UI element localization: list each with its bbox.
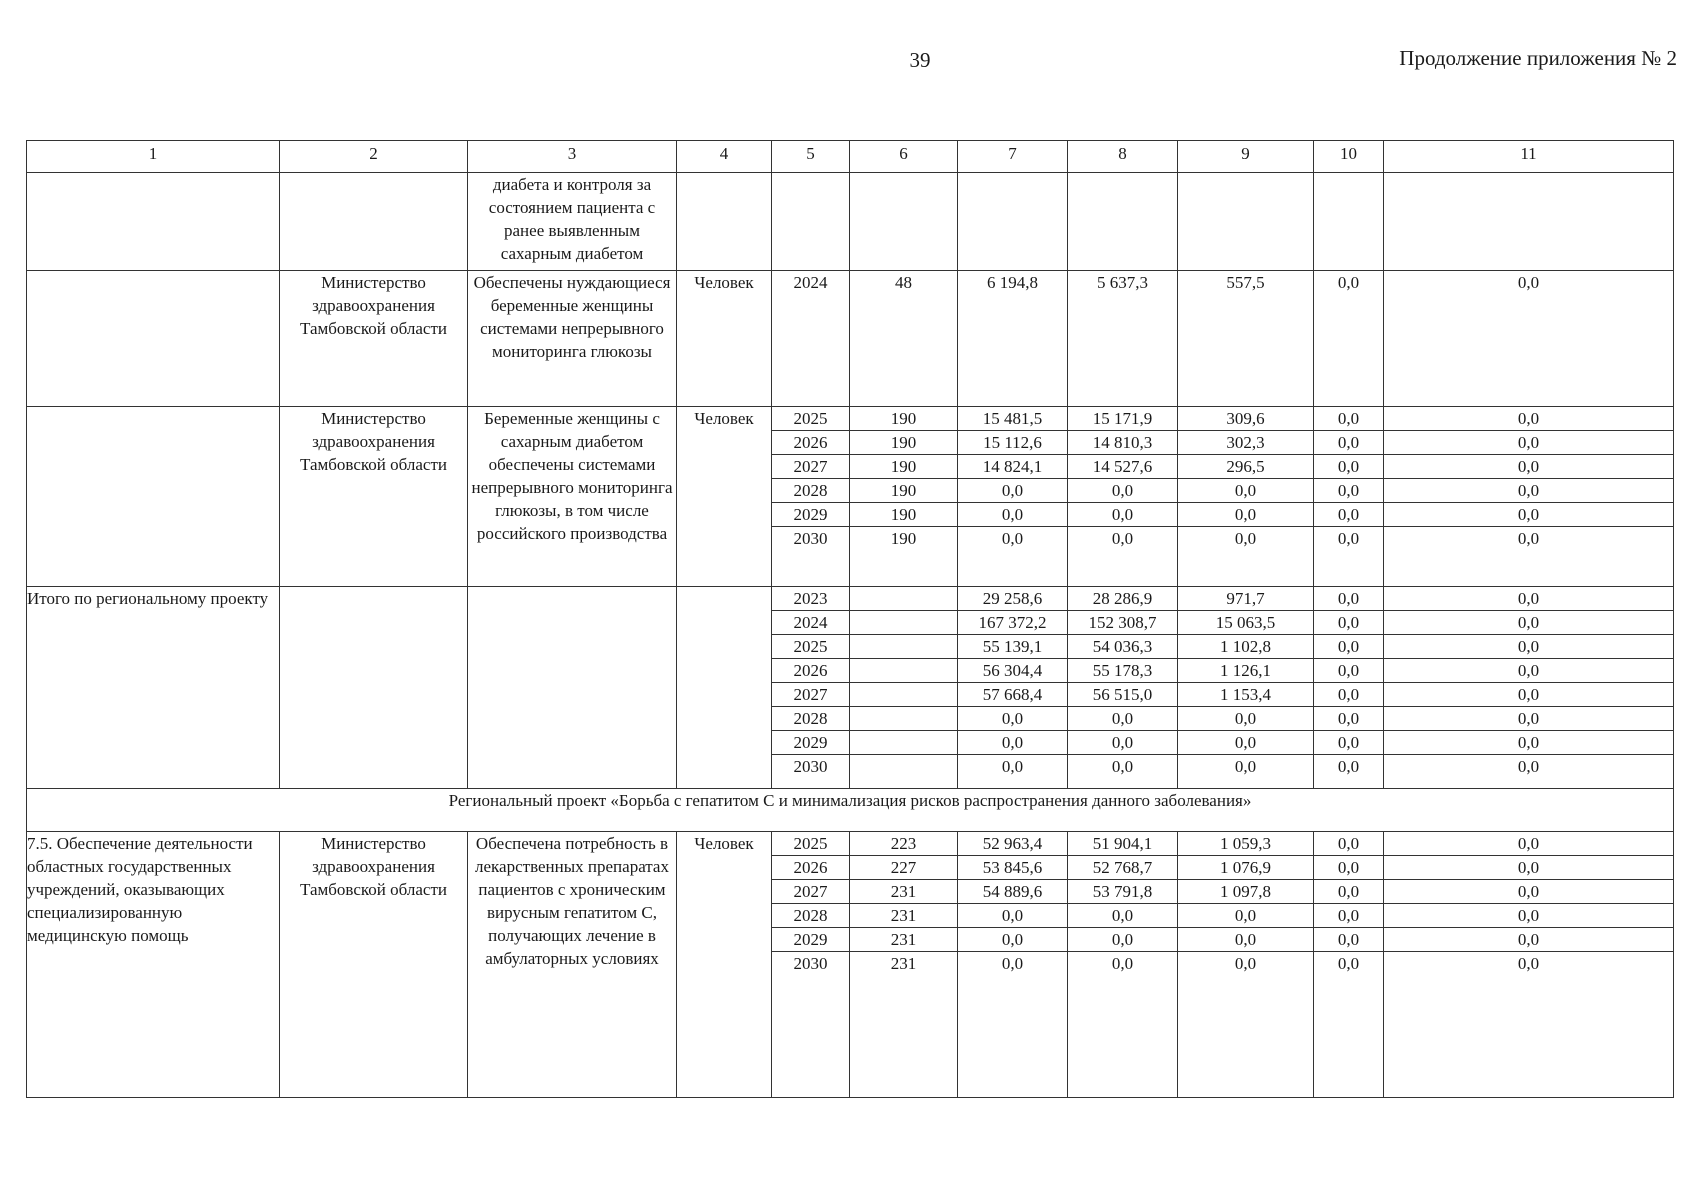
event-name-cell: 7.5. Обеспечение деятельности областных государственных учреждений, оказывающих специализированную медицинскую помощь	[27, 831, 280, 1097]
year-cell: 2025	[772, 635, 849, 659]
other-sources-cell: 0,0	[1384, 832, 1673, 856]
year-cell: 2030	[793, 953, 828, 973]
regional-budget-cell: 0,0	[1178, 903, 1313, 927]
federal-budget-cell: 5 637,3	[1097, 272, 1148, 292]
year-cell: 2024	[772, 611, 849, 635]
federal-budget-cell: 0,0	[1111, 529, 1134, 549]
column-header-9: 9	[1178, 141, 1314, 173]
event-name-cell	[27, 407, 280, 587]
quantity-cell: 190	[850, 503, 957, 527]
year-cell: 2027	[772, 683, 849, 707]
other-sources-cell: 0,0	[1384, 587, 1673, 611]
year-cell: 2028	[772, 707, 849, 731]
local-budget-cell: 0,0	[1314, 683, 1383, 707]
event-name-cell	[27, 173, 280, 270]
year-cell: 2027	[772, 455, 849, 479]
federal-budget-cell: 0,0	[1068, 479, 1177, 503]
year-cell: 2029	[772, 927, 849, 951]
regional-budget-cell: 1 059,3	[1178, 832, 1313, 856]
regional-budget-cell: 0,0	[1234, 757, 1257, 777]
column-6-stack	[850, 270, 958, 406]
result-description-cell: Обеспечена потребность в лекарственных препаратах пациентов с хроническим вирусным гепатитом С, получающих лечение в амбулаторных условиях	[468, 831, 677, 1097]
other-sources-cell: 0,0	[1384, 927, 1673, 951]
other-sources-cell: 0,0	[1517, 272, 1540, 292]
unit-cell	[677, 587, 772, 788]
year-cell: 2030	[793, 757, 828, 777]
column-11-stack	[1384, 587, 1674, 788]
local-budget-cell: 0,0	[1314, 659, 1383, 683]
column-8-stack	[1068, 270, 1178, 406]
total-amount-cell: 15 112,6	[958, 431, 1067, 455]
quantity-cell: 227	[850, 855, 957, 879]
unit-cell	[677, 173, 772, 270]
responsible-executor-cell	[280, 173, 468, 270]
other-sources-cell: 0,0	[1384, 903, 1673, 927]
unit-cell: Человек	[677, 270, 772, 406]
regional-budget-cell: 0,0	[1234, 953, 1257, 973]
column-header-11: 11	[1384, 141, 1674, 173]
section-title-row	[27, 788, 1674, 831]
quantity-cell: 231	[850, 903, 957, 927]
other-sources-cell: 0,0	[1384, 855, 1673, 879]
quantity-cell: 48	[895, 272, 912, 292]
year-cell: 2026	[772, 659, 849, 683]
local-budget-cell: 0,0	[1314, 479, 1383, 503]
total-amount-cell: 15 481,5	[958, 407, 1067, 431]
regional-budget-cell: 0,0	[1178, 479, 1313, 503]
column-11-stack	[1384, 831, 1674, 1097]
quantity-cell: 231	[850, 927, 957, 951]
total-amount-cell: 55 139,1	[958, 635, 1067, 659]
responsible-executor-cell: Министерство здравоохранения Тамбовской области	[280, 831, 468, 1097]
column-9-stack	[1178, 270, 1314, 406]
year-cell: 2024	[793, 272, 828, 292]
total-amount-cell: 0,0	[958, 731, 1067, 755]
local-budget-cell: 0,0	[1314, 903, 1383, 927]
quantity-cell: 231	[850, 879, 957, 903]
column-9-stack	[1178, 587, 1314, 788]
column-5-stack	[772, 270, 850, 406]
other-sources-cell: 0,0	[1517, 529, 1540, 549]
regional-budget-cell: 0,0	[1178, 707, 1313, 731]
column-8-stack	[1068, 587, 1178, 788]
other-sources-cell: 0,0	[1384, 683, 1673, 707]
result-description-cell: Обеспечены нуждающиеся беременные женщины системами непрерывного мониторинга глюкозы	[468, 270, 677, 406]
regional-budget-cell: 0,0	[1178, 927, 1313, 951]
column-5-stack	[772, 173, 850, 270]
other-sources-cell: 0,0	[1384, 707, 1673, 731]
federal-budget-cell: 15 171,9	[1068, 407, 1177, 431]
other-sources-cell: 0,0	[1384, 479, 1673, 503]
column-header-1: 1	[27, 141, 280, 173]
budget-table	[26, 140, 1674, 1098]
local-budget-cell: 0,0	[1314, 855, 1383, 879]
year-cell	[772, 173, 849, 196]
year-cell: 2023	[772, 587, 849, 611]
column-7-stack	[958, 407, 1068, 587]
regional-budget-cell: 0,0	[1234, 529, 1257, 549]
quantity-cell	[850, 755, 957, 779]
year-cell: 2025	[772, 832, 849, 856]
year-cell: 2028	[772, 903, 849, 927]
local-budget-cell: 0,0	[1314, 611, 1383, 635]
federal-budget-cell: 0,0	[1111, 757, 1134, 777]
federal-budget-cell: 0,0	[1068, 927, 1177, 951]
total-amount-cell: 56 304,4	[958, 659, 1067, 683]
appendix-continuation-header: Продолжение приложения № 2	[1399, 46, 1677, 70]
column-6-stack	[850, 173, 958, 270]
unit-cell: Человек	[677, 831, 772, 1097]
regional-budget-cell: 302,3	[1178, 431, 1313, 455]
federal-budget-cell: 55 178,3	[1068, 659, 1177, 683]
table-row	[27, 407, 1674, 587]
quantity-cell	[850, 731, 957, 755]
federal-budget-cell: 14 527,6	[1068, 455, 1177, 479]
federal-budget-cell: 0,0	[1068, 731, 1177, 755]
quantity-cell	[850, 683, 957, 707]
total-amount-cell: 29 258,6	[958, 587, 1067, 611]
quantity-cell	[850, 611, 957, 635]
total-amount-cell: 0,0	[958, 927, 1067, 951]
year-cell: 2026	[772, 855, 849, 879]
federal-budget-cell: 152 308,7	[1068, 611, 1177, 635]
regional-budget-cell: 1 102,8	[1178, 635, 1313, 659]
local-budget-cell: 0,0	[1314, 503, 1383, 527]
column-7-stack	[958, 270, 1068, 406]
column-header-8: 8	[1068, 141, 1178, 173]
year-cell: 2029	[772, 731, 849, 755]
local-budget-cell: 0,0	[1314, 407, 1383, 431]
quantity-cell: 223	[850, 832, 957, 856]
local-budget-cell: 0,0	[1314, 707, 1383, 731]
quantity-cell	[850, 173, 957, 196]
federal-budget-cell: 0,0	[1068, 707, 1177, 731]
quantity-cell: 190	[850, 479, 957, 503]
responsible-executor-cell	[280, 587, 468, 788]
quantity-cell: 190	[890, 529, 917, 549]
federal-budget-cell: 28 286,9	[1068, 587, 1177, 611]
local-budget-cell: 0,0	[1314, 455, 1383, 479]
table-row	[27, 831, 1674, 1097]
local-budget-cell: 0,0	[1314, 587, 1383, 611]
quantity-cell	[850, 635, 957, 659]
federal-budget-cell: 51 904,1	[1068, 832, 1177, 856]
total-amount-cell: 14 824,1	[958, 455, 1067, 479]
year-cell: 2028	[772, 479, 849, 503]
other-sources-cell: 0,0	[1517, 757, 1540, 777]
total-amount-cell: 0,0	[958, 707, 1067, 731]
quantity-cell: 190	[850, 407, 957, 431]
column-9-stack	[1178, 831, 1314, 1097]
quantity-cell	[850, 587, 957, 611]
total-amount-cell: 54 889,6	[958, 879, 1067, 903]
table-row	[27, 270, 1674, 406]
federal-budget-cell: 56 515,0	[1068, 683, 1177, 707]
regional-budget-cell: 557,5	[1226, 272, 1265, 292]
other-sources-cell: 0,0	[1517, 953, 1540, 973]
total-amount-cell: 53 845,6	[958, 855, 1067, 879]
year-cell: 2027	[772, 879, 849, 903]
year-cell: 2030	[793, 529, 828, 549]
other-sources-cell: 0,0	[1384, 879, 1673, 903]
local-budget-cell: 0,0	[1314, 431, 1383, 455]
column-6-stack	[850, 407, 958, 587]
quantity-cell: 190	[850, 431, 957, 455]
federal-budget-cell: 54 036,3	[1068, 635, 1177, 659]
column-header-5: 5	[772, 141, 850, 173]
column-7-stack	[958, 831, 1068, 1097]
column-10-stack	[1314, 587, 1384, 788]
column-number-header-row	[27, 141, 1674, 173]
local-budget-cell: 0,0	[1337, 953, 1360, 973]
local-budget-cell: 0,0	[1314, 635, 1383, 659]
regional-budget-cell: 296,5	[1178, 455, 1313, 479]
column-8-stack	[1068, 831, 1178, 1097]
column-6-stack	[850, 587, 958, 788]
regional-budget-cell: 1 126,1	[1178, 659, 1313, 683]
local-budget-cell: 0,0	[1314, 927, 1383, 951]
table-row	[27, 587, 1674, 788]
local-budget-cell	[1314, 173, 1383, 196]
quantity-cell	[850, 707, 957, 731]
table-row	[27, 173, 1674, 270]
section-title: Региональный проект «Борьба с гепатитом С и минимализация рисков распространения данного заболевания»	[27, 788, 1674, 831]
page-number: 39	[909, 48, 931, 72]
column-6-stack	[850, 831, 958, 1097]
column-11-stack	[1384, 173, 1674, 270]
total-amount-cell: 0,0	[958, 503, 1067, 527]
year-cell: 2026	[772, 431, 849, 455]
other-sources-cell	[1384, 173, 1673, 196]
responsible-executor-cell: Министерство здравоохранения Тамбовской области	[280, 270, 468, 406]
regional-budget-cell: 309,6	[1178, 407, 1313, 431]
federal-budget-cell	[1068, 173, 1177, 196]
result-description-cell	[468, 587, 677, 788]
column-5-stack	[772, 407, 850, 587]
column-9-stack	[1178, 173, 1314, 270]
other-sources-cell: 0,0	[1384, 431, 1673, 455]
regional-budget-cell: 971,7	[1178, 587, 1313, 611]
federal-budget-cell: 0,0	[1111, 953, 1134, 973]
total-amount-cell: 167 372,2	[958, 611, 1067, 635]
local-budget-cell: 0,0	[1314, 731, 1383, 755]
result-description-cell: Беременные женщины с сахарным диабетом обеспечены системами непрерывного мониторинга глюкозы, в том числе российского производства	[468, 407, 677, 587]
column-11-stack	[1384, 407, 1674, 587]
local-budget-cell: 0,0	[1314, 879, 1383, 903]
column-header-4: 4	[677, 141, 772, 173]
result-description-cell: диабета и контроля за состоянием пациента с ранее выявленным сахарным диабетом	[468, 173, 677, 270]
other-sources-cell: 0,0	[1384, 635, 1673, 659]
federal-budget-cell: 53 791,8	[1068, 879, 1177, 903]
other-sources-cell: 0,0	[1384, 503, 1673, 527]
unit-cell: Человек	[677, 407, 772, 587]
regional-budget-cell: 1 153,4	[1178, 683, 1313, 707]
column-header-3: 3	[468, 141, 677, 173]
total-amount-cell: 0,0	[1001, 953, 1024, 973]
year-cell: 2029	[772, 503, 849, 527]
total-amount-cell: 57 668,4	[958, 683, 1067, 707]
year-cell: 2025	[772, 407, 849, 431]
column-9-stack	[1178, 407, 1314, 587]
total-amount-cell: 0,0	[958, 479, 1067, 503]
column-11-stack	[1384, 270, 1674, 406]
federal-budget-cell: 0,0	[1068, 503, 1177, 527]
other-sources-cell: 0,0	[1384, 659, 1673, 683]
responsible-executor-cell: Министерство здравоохранения Тамбовской области	[280, 407, 468, 587]
regional-budget-cell: 0,0	[1178, 731, 1313, 755]
column-7-stack	[958, 587, 1068, 788]
regional-budget-cell: 1 076,9	[1178, 855, 1313, 879]
regional-budget-cell: 1 097,8	[1178, 879, 1313, 903]
local-budget-cell: 0,0	[1314, 832, 1383, 856]
column-header-2: 2	[280, 141, 468, 173]
total-amount-cell: 0,0	[1001, 529, 1024, 549]
other-sources-cell: 0,0	[1384, 455, 1673, 479]
column-8-stack	[1068, 407, 1178, 587]
other-sources-cell: 0,0	[1384, 407, 1673, 431]
other-sources-cell: 0,0	[1384, 611, 1673, 635]
federal-budget-cell: 14 810,3	[1068, 431, 1177, 455]
column-header-7: 7	[958, 141, 1068, 173]
total-amount-cell: 0,0	[958, 903, 1067, 927]
total-amount-cell: 6 194,8	[987, 272, 1038, 292]
total-amount-cell	[958, 173, 1067, 196]
column-10-stack	[1314, 831, 1384, 1097]
local-budget-cell: 0,0	[1337, 529, 1360, 549]
column-7-stack	[958, 173, 1068, 270]
regional-budget-cell	[1178, 173, 1313, 196]
total-amount-cell: 52 963,4	[958, 832, 1067, 856]
local-budget-cell: 0,0	[1337, 272, 1360, 292]
quantity-cell: 231	[890, 953, 917, 973]
column-8-stack	[1068, 173, 1178, 270]
column-5-stack	[772, 587, 850, 788]
federal-budget-cell: 0,0	[1068, 903, 1177, 927]
quantity-cell: 190	[850, 455, 957, 479]
regional-budget-cell: 0,0	[1178, 503, 1313, 527]
federal-budget-cell: 52 768,7	[1068, 855, 1177, 879]
quantity-cell	[850, 659, 957, 683]
column-10-stack	[1314, 407, 1384, 587]
column-10-stack	[1314, 270, 1384, 406]
column-header-10: 10	[1314, 141, 1384, 173]
local-budget-cell: 0,0	[1337, 757, 1360, 777]
column-5-stack	[772, 831, 850, 1097]
column-10-stack	[1314, 173, 1384, 270]
regional-budget-cell: 15 063,5	[1178, 611, 1313, 635]
total-amount-cell: 0,0	[1001, 757, 1024, 777]
column-header-6: 6	[850, 141, 958, 173]
event-name-cell: Итого по региональному проекту	[27, 587, 280, 788]
event-name-cell	[27, 270, 280, 406]
other-sources-cell: 0,0	[1384, 731, 1673, 755]
